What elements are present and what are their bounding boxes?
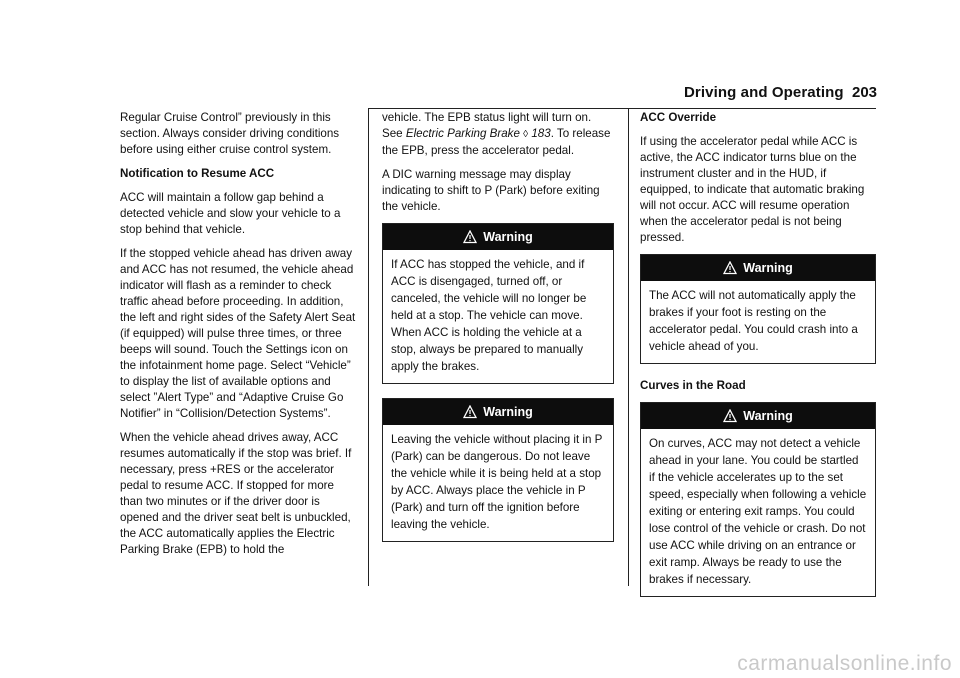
warning-box	[382, 223, 614, 384]
header-rule	[368, 108, 876, 109]
page-header	[0, 84, 960, 104]
paragraph: When the vehicle ahead drives away, ACC resumes automatically if the stop was brief. If necessary, press +RES or the accelerator pedal to resume ACC. If stopped for more than two minutes or if the driver door is opened and the driver seat belt is unbuckled, the ACC automatically applies the Electric Parking Brake (EPB) to hold the	[120, 431, 352, 556]
column-left	[120, 110, 356, 566]
page-reference-icon: ◊	[523, 129, 529, 140]
column-right	[640, 110, 876, 611]
subheading: ACC Override	[640, 111, 717, 124]
subheading: Curves in the Road	[640, 379, 746, 392]
paragraph: ACC will maintain a follow gap behind a detected vehicle and slow your vehicle to a stop behind that vehicle.	[120, 191, 341, 236]
warning-text: The ACC will not automatically apply the brakes if your foot is resting on the accelerator pedal. You could crash into a vehicle ahead of you.	[649, 289, 858, 353]
warning-header	[383, 399, 613, 425]
paragraph: If the stopped vehicle ahead has driven away and ACC has not resumed, the vehicle ahead indicator will flash as a reminder to check traffic ahead before proceeding. In addition, the left and right sides of the Safety Alert Seat (if equipped) will pulse three times, or three beeps will sound. Touch the Settings icon on the infotainment home page. Select “Vehicle” to display the list of available options and select ”Alert Type” and “Adaptive Cruise Go Notifier” in “Collision/Detection Systems”.	[120, 247, 356, 420]
warning-title: Warning	[743, 409, 793, 423]
warning-box	[640, 254, 876, 364]
warning-box	[640, 402, 876, 597]
warning-triangle-icon	[723, 409, 737, 423]
warning-text: On curves, ACC may not detect a vehicle ahead in your lane. You could be startled if the vehicle accelerates up to the set speed, especially when following a vehicle exiting or entering exit ramps. You could lose control of the vehicle or crash. Do not use ACC while driving on an entrance or exit ramp. Always be ready to use the brakes if necessary.	[649, 437, 867, 586]
paragraph: If using the accelerator pedal while ACC is active, the ACC indicator turns blue on the instrument cluster and in the HUD, if equipped, to indicate that automatic braking will not occur. ACC will resume operation when the accelerator pedal is not being pressed.	[640, 135, 865, 244]
watermark: carmanualsonline.info	[737, 652, 952, 675]
warning-title: Warning	[483, 405, 533, 419]
section-title: Driving and Operating	[684, 84, 844, 101]
paragraph: vehicle. The EPB status light will turn on. See Electric Parking Brake ◊ 183. To release the EPB, press the accelerator pedal.	[382, 111, 611, 157]
column-divider	[368, 108, 369, 586]
cross-reference-page[interactable]: 183	[531, 127, 551, 140]
warning-text: Leaving the vehicle without placing it in P (Park) can be dangerous. Do not leave the vehicle while it is being held at a stop by ACC. Always place the vehicle in P (Park) and turn off the ignition before leaving the vehicle.	[391, 433, 603, 531]
paragraph: Regular Cruise Control” previously in this section. Always consider driving conditions before using either cruise control system.	[120, 111, 340, 156]
column-divider	[628, 108, 629, 586]
paragraph: A DIC warning message may display indicating to shift to P (Park) before exiting the vehicle.	[382, 168, 600, 213]
warning-triangle-icon	[723, 261, 737, 275]
warning-text: If ACC has stopped the vehicle, and if ACC is disengaged, turned off, or canceled, the vehicle will no longer be held at a stop. The vehicle can move. When ACC is holding the vehicle at a stop, always be prepared to manually apply the brakes.	[391, 258, 587, 373]
warning-title: Warning	[483, 230, 533, 244]
warning-header	[641, 403, 875, 429]
warning-box	[382, 398, 614, 542]
column-middle	[382, 110, 614, 556]
warning-triangle-icon	[463, 230, 477, 244]
page-number: 203	[852, 84, 878, 101]
warning-header	[383, 224, 613, 250]
warning-header	[641, 255, 875, 281]
subheading: Notification to Resume ACC	[120, 167, 275, 180]
cross-reference-link[interactable]: Electric Parking Brake	[405, 127, 520, 140]
warning-triangle-icon	[463, 405, 477, 419]
warning-title: Warning	[743, 261, 793, 275]
